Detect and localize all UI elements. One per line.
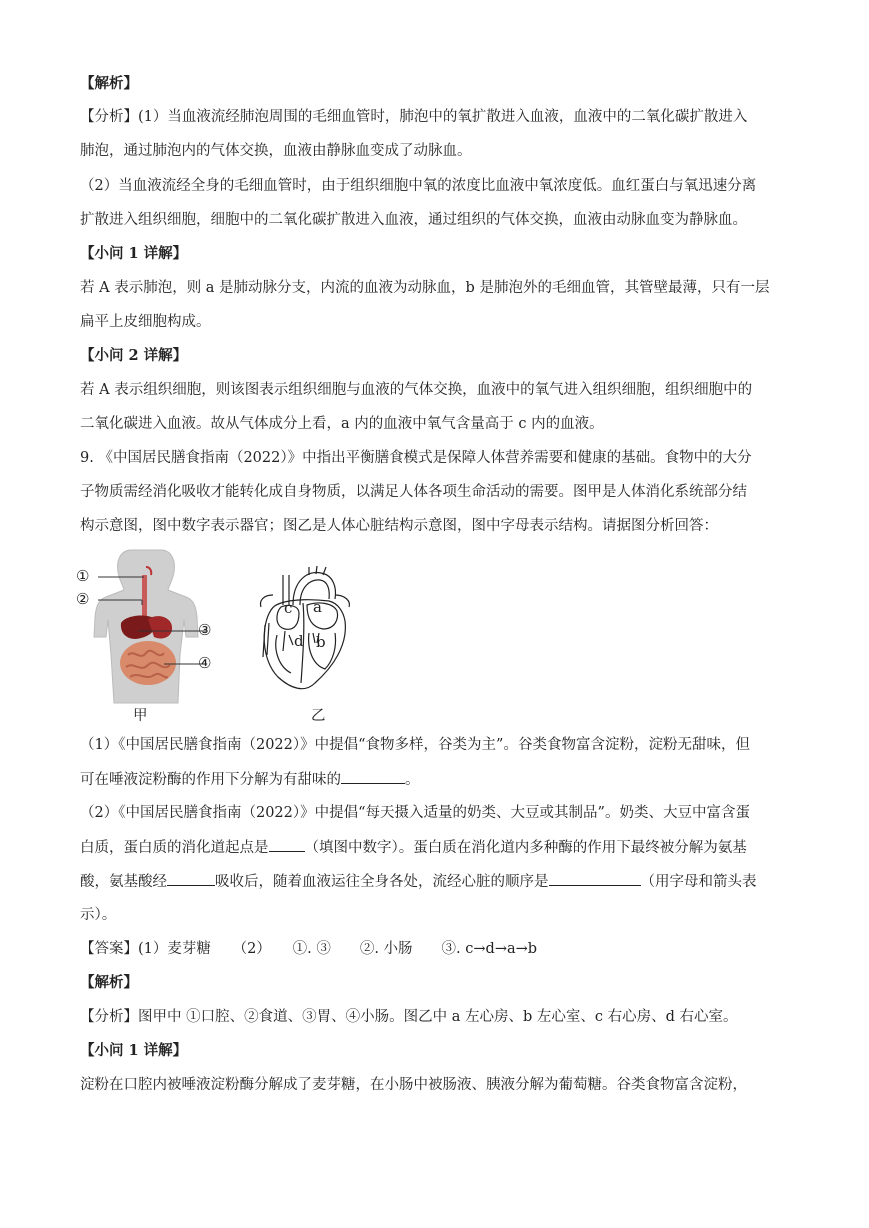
answer-blank-2 [269, 837, 305, 852]
label-4: ④ [198, 654, 212, 672]
question-1-line [80, 769, 420, 790]
label-2: ② [76, 590, 90, 608]
answer-blank-4 [549, 871, 641, 886]
text-line: 【分析】(1）当血液流经肺泡周围的毛细血管时，肺泡中的氧扩散进入血液，血液中的二氧化碳扩散进入 [80, 109, 748, 125]
question-2-text: （填图中数字）。蛋白质在消化道内多种酶的作用下最终被分解为氨基 [304, 840, 747, 856]
heart-label-d: d [294, 632, 304, 650]
heart-illustration [253, 565, 358, 695]
text-line: 二氧化碳进入血液。故从气体成分上看，a 内的血液中氧气含量高于 c 内的血液。 [80, 416, 604, 432]
text-line: 若 A 表示组织细胞，则该图表示组织细胞与血液的气体交换，血液中的氧气进入组织细胞，组织细胞中的 [80, 382, 753, 398]
heart-label-a: a [313, 598, 322, 616]
caption-yi: 乙 [311, 708, 326, 724]
question-2-line [80, 837, 747, 858]
question-2-text: （用字母和箭头表 [640, 874, 757, 890]
text-line: （2）当血液流经全身的毛细血管时，由于组织细胞中氧的浓度比血液中氧浓度低。血红蛋白与氧迅速分离 [80, 178, 757, 194]
answer-line: 【答案】(1）麦芽糖 （2） ①. ③ ②. 小肠 ③. c→d→a→b [80, 941, 538, 957]
question-1-text-end: 。 [405, 772, 420, 788]
text-line: 若 A 表示肺泡，则 a 是肺动脉分支，内流的血液为动脉血，b 是肺泡外的毛细血管，其管壁最薄，只有一层 [80, 280, 770, 296]
question-stem: 9. 《中国居民膳食指南（2022）》中指出平衡膳食模式是保障人体营养需要和健康的基础。食物中的大分 [80, 450, 752, 466]
text-line: 淀粉在口腔内被唾液淀粉酶分解成了麦芽糖，在小肠中被肠液、胰液分解为葡萄糖。谷类食物富含淀粉， [80, 1077, 747, 1093]
section-heading: 【小问 1 详解】 [80, 245, 188, 262]
section-heading: 【解析】 [80, 974, 138, 991]
question-stem: 构示意图，图中数字表示器官；图乙是人体心脏结构示意图，图中字母表示结构。请据图分析回答： [80, 518, 718, 534]
heart-figure [253, 565, 358, 695]
heart-label-c: c [284, 599, 293, 617]
label-1: ① [76, 567, 90, 585]
question-2-text: 白质，蛋白质的消化道起点是 [80, 840, 269, 856]
section-heading: 【解析】 [80, 75, 138, 92]
question-1-line: （1）《中国居民膳食指南（2022）》中提倡“食物多样，谷类为主”。谷类食物富含淀粉，淀粉无甜味，但 [80, 737, 750, 753]
text-line: 扩散进入组织细胞，细胞中的二氧化碳扩散进入血液，通过组织的气体交换，血液由动脉血变为静脉血。 [80, 212, 747, 228]
text-line: 【分析】图甲中 ①口腔、②食道、③胃、④小肠。图乙中 a 左心房、b 左心室、c 右心房、d 右心室。 [80, 1009, 738, 1025]
caption-jia: 甲 [133, 708, 148, 724]
question-2-text: 吸收后，随着血液运往全身各处，流经心脏的顺序是 [215, 874, 549, 890]
digestive-system-figure [76, 545, 226, 705]
question-2-text: 酸，氨基酸经 [80, 874, 167, 890]
question-1-text: 可在唾液淀粉酶的作用下分解为有甜味的 [80, 772, 341, 788]
question-2-line: （2）《中国居民膳食指南（2022）》中提倡“每天摄入适量的奶类、大豆或其制品”。奶类、大豆中富含蛋 [80, 805, 750, 821]
answer-blank-1 [341, 769, 405, 784]
question-2-line [80, 871, 757, 892]
question-stem: 子物质需经消化吸收才能转化成自身物质，以满足人体各项生命活动的需要。图甲是人体消化系统部分结 [80, 484, 747, 500]
section-heading: 【小问 1 详解】 [80, 1042, 188, 1059]
question-2-line: 示）。 [80, 907, 117, 923]
answer-blank-3 [167, 871, 215, 886]
text-line: 肺泡，通过肺泡内的气体交换，血液由静脉血变成了动脉血。 [80, 143, 472, 159]
heart-label-b: b [316, 633, 326, 651]
section-heading: 【小问 2 详解】 [80, 347, 188, 364]
text-line: 扁平上皮细胞构成。 [80, 314, 211, 330]
label-3: ③ [198, 621, 212, 639]
